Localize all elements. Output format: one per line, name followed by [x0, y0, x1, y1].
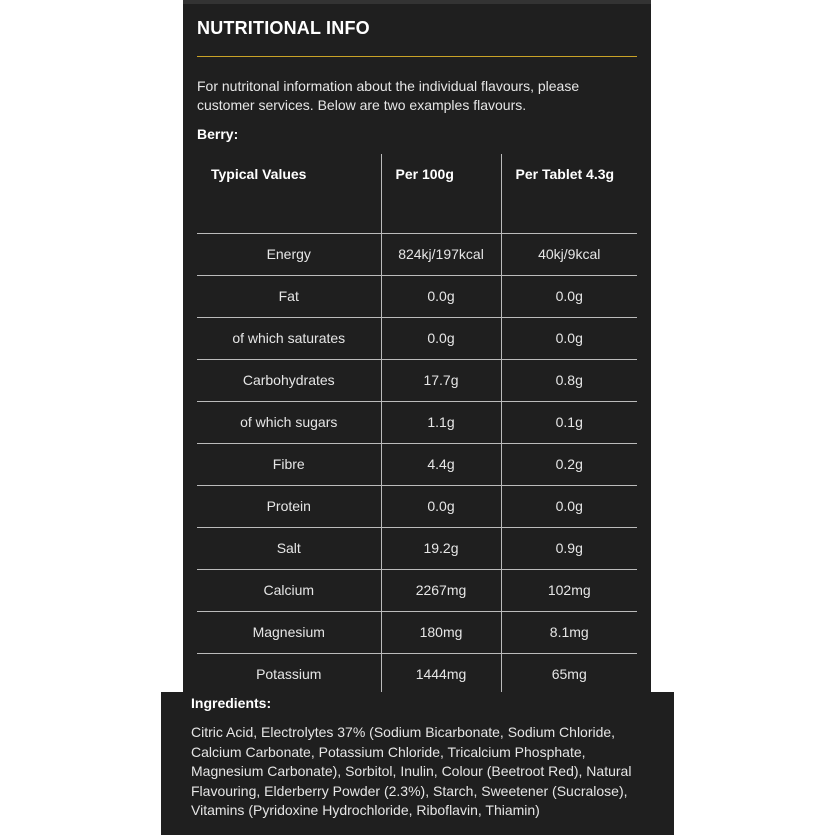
- value-per-tablet: 0.0g: [501, 275, 637, 317]
- value-per-tablet: 40kj/9kcal: [501, 233, 637, 275]
- nutrient-name: Energy: [197, 233, 381, 275]
- ingredients-text: Citric Acid, Electrolytes 37% (Sodium Bicarbonate, Sodium Chloride, Calcium Carbonate, Potassium Chloride, Tricalcium Phosphate, Magnesium Carbonate), Sorbitol, Inulin, Colour (Beetroot Red), Natural Flavouring, Elderberry Powder (2.3%), Starch, Sweetener (Sucralose), Vitamins (Pyridoxine Hydrochloride, Riboflavin, Thiamin): [191, 724, 632, 818]
- header-per-tablet: Per Tablet 4.3g: [501, 154, 637, 233]
- value-per-100g: 0.0g: [381, 275, 501, 317]
- table-row: [197, 443, 637, 485]
- table-header-row: [197, 154, 637, 233]
- table-row: [197, 569, 637, 611]
- value-per-tablet: 0.9g: [501, 527, 637, 569]
- value-per-tablet: 0.1g: [501, 401, 637, 443]
- value-per-100g: 0.0g: [381, 485, 501, 527]
- value-per-100g: 4.4g: [381, 443, 501, 485]
- value-per-100g: 0.0g: [381, 317, 501, 359]
- section-title: NUTRITIONAL INFO: [197, 18, 370, 38]
- value-per-100g: 19.2g: [381, 527, 501, 569]
- ingredients-panel: [161, 692, 674, 835]
- value-per-tablet: 0.8g: [501, 359, 637, 401]
- table-row: [197, 527, 637, 569]
- nutrient-name: Carbohydrates: [197, 359, 381, 401]
- value-per-tablet: 0.0g: [501, 317, 637, 359]
- value-per-tablet: 0.0g: [501, 485, 637, 527]
- value-per-tablet: 0.2g: [501, 443, 637, 485]
- value-per-100g: 180mg: [381, 611, 501, 653]
- table-row: [197, 611, 637, 653]
- nutrient-name: Fat: [197, 275, 381, 317]
- nutrition-table: [197, 154, 637, 695]
- value-per-100g: 2267mg: [381, 569, 501, 611]
- value-per-100g: 1.1g: [381, 401, 501, 443]
- value-per-100g: 17.7g: [381, 359, 501, 401]
- nutrient-name: Potassium: [256, 666, 322, 683]
- ingredients-heading: Ingredients:: [191, 695, 272, 711]
- nutrition-panel: [183, 0, 651, 700]
- nutrient-name: Magnesium: [197, 611, 381, 653]
- header-typical-values: Typical Values: [197, 154, 381, 233]
- nutrient-name: Fibre: [197, 443, 381, 485]
- header-per-100g: Per 100g: [381, 154, 501, 233]
- table-row: [197, 653, 637, 695]
- table-row: [197, 401, 637, 443]
- table-row: [197, 485, 637, 527]
- nutrient-name: Salt: [197, 527, 381, 569]
- table-row: [197, 359, 637, 401]
- table-row: [197, 275, 637, 317]
- table-row: [197, 317, 637, 359]
- intro-text: For nutritonal information about the individual flavours, please customer services. Below are two examples flavours.: [197, 78, 580, 113]
- nutrient-name: Calcium: [197, 569, 381, 611]
- nutrient-name: of which saturates: [197, 317, 381, 359]
- value-per-100g: 1444mg: [381, 653, 501, 695]
- title-divider: [197, 56, 637, 57]
- flavour-label: Berry:: [197, 126, 239, 142]
- nutrient-name: of which sugars: [197, 401, 381, 443]
- value-per-tablet: 102mg: [501, 569, 637, 611]
- value-per-100g: 824kj/197kcal: [381, 233, 501, 275]
- nutrient-name: Protein: [197, 485, 381, 527]
- table-row: [197, 233, 637, 275]
- value-per-tablet: 65mg: [501, 653, 637, 695]
- value-per-tablet: 8.1mg: [501, 611, 637, 653]
- panel-top-border: [183, 0, 651, 4]
